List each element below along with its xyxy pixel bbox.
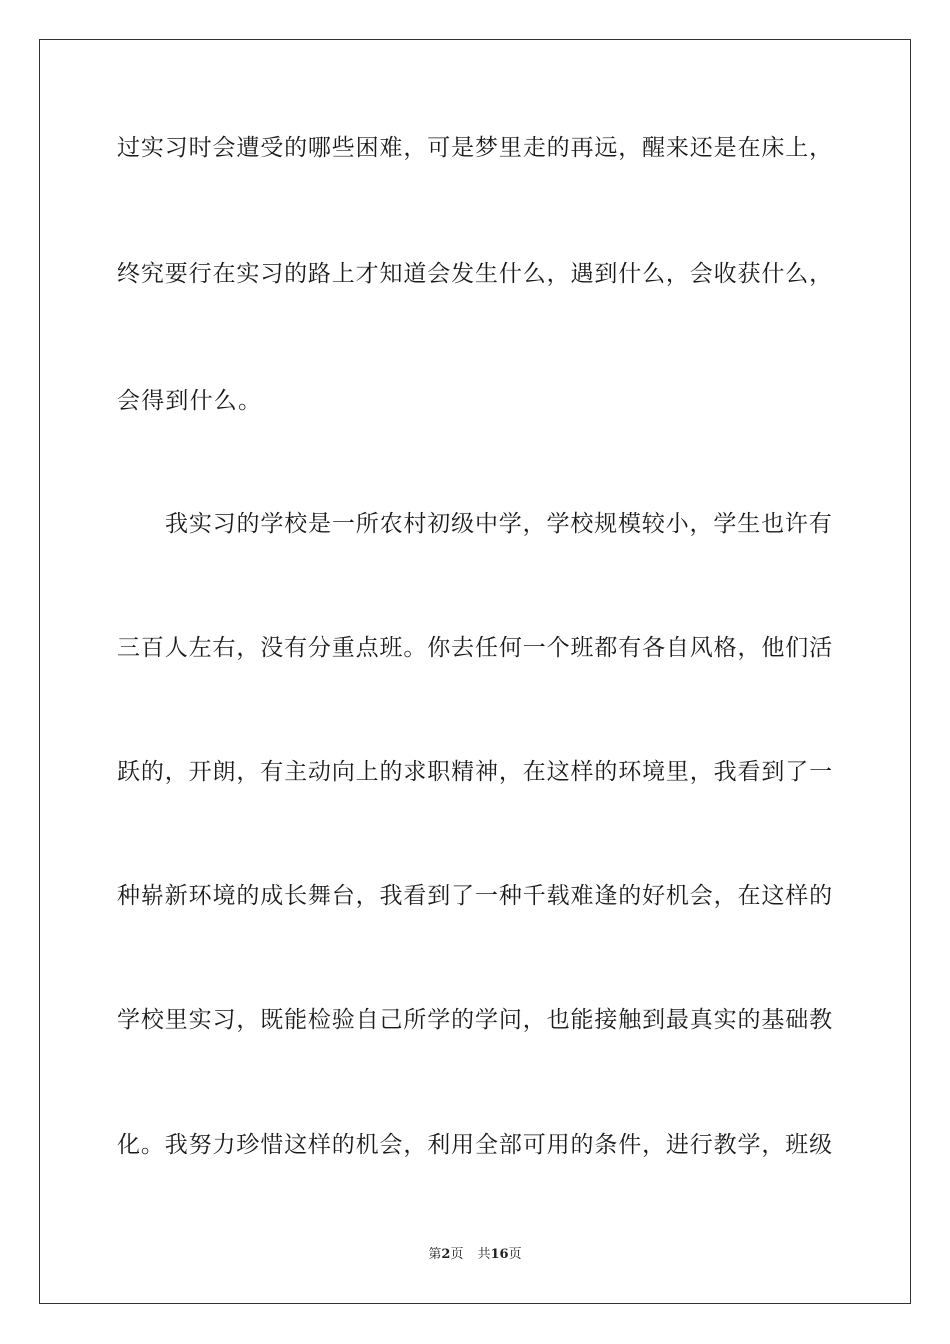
page-prefix: 第 <box>428 1247 442 1262</box>
text-line-7: 种崭新环境的成长舞台，我看到了一种千载难逢的好机会，在这样的 <box>117 883 833 909</box>
page-footer <box>0 1246 950 1264</box>
text-line-1: 过实习时会遭受的哪些困难，可是梦里走的再远，醒来还是在床上， <box>117 135 833 161</box>
text-line-2: 终究要行在实习的路上才知道会发生什么，遇到什么，会收获什么， <box>117 261 833 287</box>
text-line-9: 化。我努力珍惜这样的机会，利用全部可用的条件，进行教学，班级 <box>117 1132 833 1158</box>
text-line-3: 会得到什么。 <box>117 388 263 414</box>
total-suffix: 页 <box>508 1247 522 1262</box>
text-line-5: 三百人左右，没有分重点班。你去任何一个班都有各自风格，他们活 <box>117 635 833 661</box>
page-number: 2 <box>441 1247 451 1262</box>
page-suffix: 页 <box>450 1247 464 1262</box>
page-border <box>39 39 911 1304</box>
text-line-6: 跃的，开朗，有主动向上的求职精神，在这样的环境里，我看到了一 <box>117 759 833 785</box>
text-line-4: 我实习的学校是一所农村初级中学，学校规模较小，学生也许有 <box>165 511 833 537</box>
total-pages: 16 <box>490 1247 509 1262</box>
text-line-8: 学校里实习，既能检验自己所学的学问，也能接触到最真实的基础教 <box>117 1007 833 1033</box>
total-prefix: 共 <box>477 1247 491 1262</box>
